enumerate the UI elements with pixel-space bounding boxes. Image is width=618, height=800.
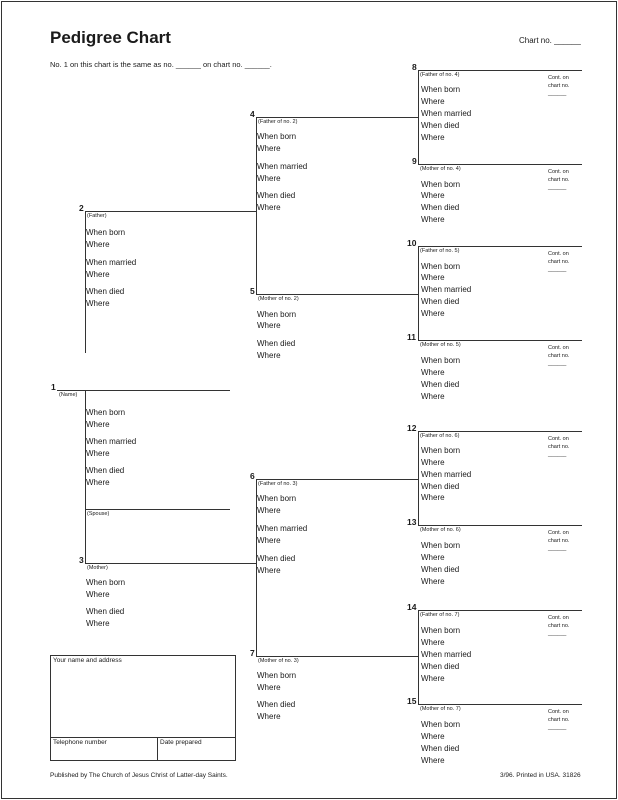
date-prepared-label: Date prepared — [160, 739, 202, 746]
person-12-field-label: When married — [421, 470, 472, 479]
person-5-number: 5 — [250, 286, 255, 296]
person-7-caption: (Mother of no. 3) — [258, 658, 299, 664]
person-8-field-label: Where — [421, 133, 445, 142]
person-11-cont-note: Cont. on — [548, 345, 569, 351]
person-15-field-label: When died — [421, 744, 460, 753]
person-12-cont-note: chart no. — [548, 444, 570, 450]
page-title: Pedigree Chart — [50, 28, 171, 47]
person-14-name-line — [418, 610, 582, 611]
person-13-field-label: Where — [421, 553, 445, 562]
person-12-field-label: Where — [421, 458, 445, 467]
person-2-field-label: Where — [86, 299, 110, 308]
person-12-field-label: Where — [421, 493, 445, 502]
person-14-field-label: Where — [421, 638, 445, 647]
person-14-cont-note: ______ — [548, 631, 567, 637]
person-10-cont-note: chart no. — [548, 259, 570, 265]
person-8-field-label: When married — [421, 109, 472, 118]
spouse-line — [85, 509, 230, 510]
person-4-field-label: Where — [257, 144, 281, 153]
person-5-field-label: When born — [257, 310, 297, 319]
person-10-field-label: Where — [421, 309, 445, 318]
person-12-name-line — [418, 431, 582, 432]
person-14-number: 14 — [407, 602, 417, 612]
person-11-number: 11 — [407, 332, 416, 342]
box-column-divider — [157, 737, 158, 760]
person-2-field-label: When died — [86, 287, 125, 296]
person-13-cont-note: Cont. on — [548, 530, 569, 536]
person-7-number: 7 — [250, 648, 255, 658]
person-10-number: 10 — [407, 238, 417, 248]
person-9-field-label: Where — [421, 215, 445, 224]
person-2-field-label: When born — [86, 228, 126, 237]
person-3-caption: (Mother) — [87, 565, 108, 571]
person-6-name-line — [256, 479, 418, 480]
person-14-field-label: Where — [421, 674, 445, 683]
person-13-field-label: When died — [421, 565, 460, 574]
person-13-cont-note: ______ — [548, 546, 567, 552]
person-10-field-label: When born — [421, 262, 461, 271]
person-15-name-line — [418, 704, 582, 705]
person-7-field-label: When born — [257, 671, 297, 680]
person-5-field-label: Where — [257, 351, 281, 360]
person-15-cont-note: Cont. on — [548, 709, 569, 715]
box-divider — [51, 737, 235, 738]
person-6-field-label: When married — [257, 524, 308, 533]
person-8-cont-note: chart no. — [548, 83, 570, 89]
person-8-field-label: When born — [421, 85, 461, 94]
person-10-cont-note: ______ — [548, 267, 567, 273]
person-2-caption: (Father) — [87, 213, 107, 219]
person-2-field-label: Where — [86, 270, 110, 279]
person-9-name-line — [418, 164, 582, 165]
person-1-field-label: When died — [86, 466, 125, 475]
person-9-field-label: Where — [421, 191, 445, 200]
name-address-label: Your name and address — [53, 657, 122, 664]
person-3-number: 3 — [79, 555, 84, 565]
person-9-caption: (Mother of no. 4) — [420, 166, 461, 172]
person-5-caption: (Mother of no. 2) — [258, 296, 299, 302]
person-10-field-label: When married — [421, 285, 472, 294]
person-2-field-label: Where — [86, 240, 110, 249]
same-as-statement: No. 1 on this chart is the same as no. ______ on chart no. ______. — [50, 60, 272, 69]
person-1-field-label: When born — [86, 408, 126, 417]
person-8-field-label: When died — [421, 121, 460, 130]
person-11-field-label: Where — [421, 368, 445, 377]
person-8-number: 8 — [412, 62, 417, 72]
person-14-field-label: When born — [421, 626, 461, 635]
person-12-field-label: When died — [421, 482, 460, 491]
person-5-name-line — [256, 294, 418, 295]
person-2-field-label: When married — [86, 258, 137, 267]
person-9-field-label: When born — [421, 180, 461, 189]
person-13-field-label: Where — [421, 577, 445, 586]
person-1-field-label: When married — [86, 437, 137, 446]
person-13-caption: (Mother of no. 6) — [420, 527, 461, 533]
person-13-field-label: When born — [421, 541, 461, 550]
person-11-field-label: When born — [421, 356, 461, 365]
person-8-cont-note: ______ — [548, 91, 567, 97]
person-3-field-label: Where — [86, 619, 110, 628]
person-14-cont-note: chart no. — [548, 623, 570, 629]
person-4-field-label: Where — [257, 203, 281, 212]
form-code: 3/96. Printed in USA. 31826 — [500, 772, 581, 779]
person-13-cont-note: chart no. — [548, 538, 570, 544]
person-3-field-label: Where — [86, 590, 110, 599]
person-14-cont-note: Cont. on — [548, 615, 569, 621]
person-1-field-label: Where — [86, 449, 110, 458]
person-4-field-label: When died — [257, 191, 296, 200]
person-6-field-label: When born — [257, 494, 297, 503]
person-13-number: 13 — [407, 517, 417, 527]
person-4-field-label: Where — [257, 174, 281, 183]
person-5-field-label: Where — [257, 321, 281, 330]
connector-8-9 — [418, 70, 419, 164]
person-15-field-label: Where — [421, 732, 445, 741]
person-9-cont-note: ______ — [548, 185, 567, 191]
person-12-caption: (Father of no. 6) — [420, 433, 460, 439]
connector-14-15 — [418, 610, 419, 704]
person-15-cont-note: ______ — [548, 725, 567, 731]
person-11-field-label: When died — [421, 380, 460, 389]
person-7-name-line — [256, 656, 418, 657]
person-6-field-label: Where — [257, 566, 281, 575]
person-11-cont-note: ______ — [548, 361, 567, 367]
person-10-field-label: When died — [421, 297, 460, 306]
person-4-number: 4 — [250, 109, 255, 119]
person-9-number: 9 — [412, 156, 417, 166]
person-11-name-line — [418, 340, 582, 341]
person-11-caption: (Mother of no. 5) — [420, 342, 461, 348]
connector-10-11 — [418, 246, 419, 340]
person-1-number: 1 — [51, 382, 56, 392]
person-15-caption: (Mother of no. 7) — [420, 706, 461, 712]
connector-12-13 — [418, 431, 419, 525]
person-1-name-line — [57, 390, 230, 391]
person-1-caption: (Name) — [59, 392, 78, 398]
person-3-field-label: When died — [86, 607, 125, 616]
publisher-note: Published by The Church of Jesus Christ of Latter-day Saints. — [50, 772, 228, 779]
person-6-number: 6 — [250, 471, 255, 481]
person-1-field-label: Where — [86, 420, 110, 429]
spouse-caption: (Spouse) — [87, 511, 110, 517]
person-8-name-line — [418, 70, 582, 71]
person-2-number: 2 — [79, 203, 84, 213]
person-6-field-label: Where — [257, 536, 281, 545]
person-9-cont-note: Cont. on — [548, 169, 569, 175]
person-4-field-label: When married — [257, 162, 308, 171]
person-7-field-label: When died — [257, 700, 296, 709]
person-6-field-label: When died — [257, 554, 296, 563]
person-7-field-label: Where — [257, 712, 281, 721]
person-6-caption: (Father of no. 3) — [258, 481, 298, 487]
person-2-name-line — [85, 211, 256, 212]
chart-number-field: Chart no. ______ — [519, 36, 581, 45]
person-12-cont-note: ______ — [548, 452, 567, 458]
person-7-field-label: Where — [257, 683, 281, 692]
person-11-field-label: Where — [421, 392, 445, 401]
person-5-field-label: When died — [257, 339, 296, 348]
person-10-name-line — [418, 246, 582, 247]
person-6-field-label: Where — [257, 506, 281, 515]
person-3-field-label: When born — [86, 578, 126, 587]
person-8-field-label: Where — [421, 97, 445, 106]
person-11-cont-note: chart no. — [548, 353, 570, 359]
telephone-label: Telephone number — [53, 739, 107, 746]
person-4-field-label: When born — [257, 132, 297, 141]
person-14-caption: (Father of no. 7) — [420, 612, 460, 618]
person-10-cont-note: Cont. on — [548, 251, 569, 257]
person-14-field-label: When married — [421, 650, 472, 659]
person-8-caption: (Father of no. 4) — [420, 72, 460, 78]
person-15-field-label: When born — [421, 720, 461, 729]
person-15-field-label: Where — [421, 756, 445, 765]
person-8-cont-note: Cont. on — [548, 75, 569, 81]
person-13-name-line — [418, 525, 582, 526]
person-9-cont-note: chart no. — [548, 177, 570, 183]
person-12-number: 12 — [407, 423, 417, 433]
person-9-field-label: When died — [421, 203, 460, 212]
person-12-cont-note: Cont. on — [548, 436, 569, 442]
person-1-field-label: Where — [86, 478, 110, 487]
person-4-name-line — [256, 117, 418, 118]
person-14-field-label: When died — [421, 662, 460, 671]
person-12-field-label: When born — [421, 446, 461, 455]
person-3-name-line — [85, 563, 256, 564]
address-box — [50, 655, 236, 761]
person-4-caption: (Father of no. 2) — [258, 119, 298, 125]
person-15-cont-note: chart no. — [548, 717, 570, 723]
person-10-caption: (Father of no. 5) — [420, 248, 460, 254]
person-15-number: 15 — [407, 696, 417, 706]
person-10-field-label: Where — [421, 273, 445, 282]
